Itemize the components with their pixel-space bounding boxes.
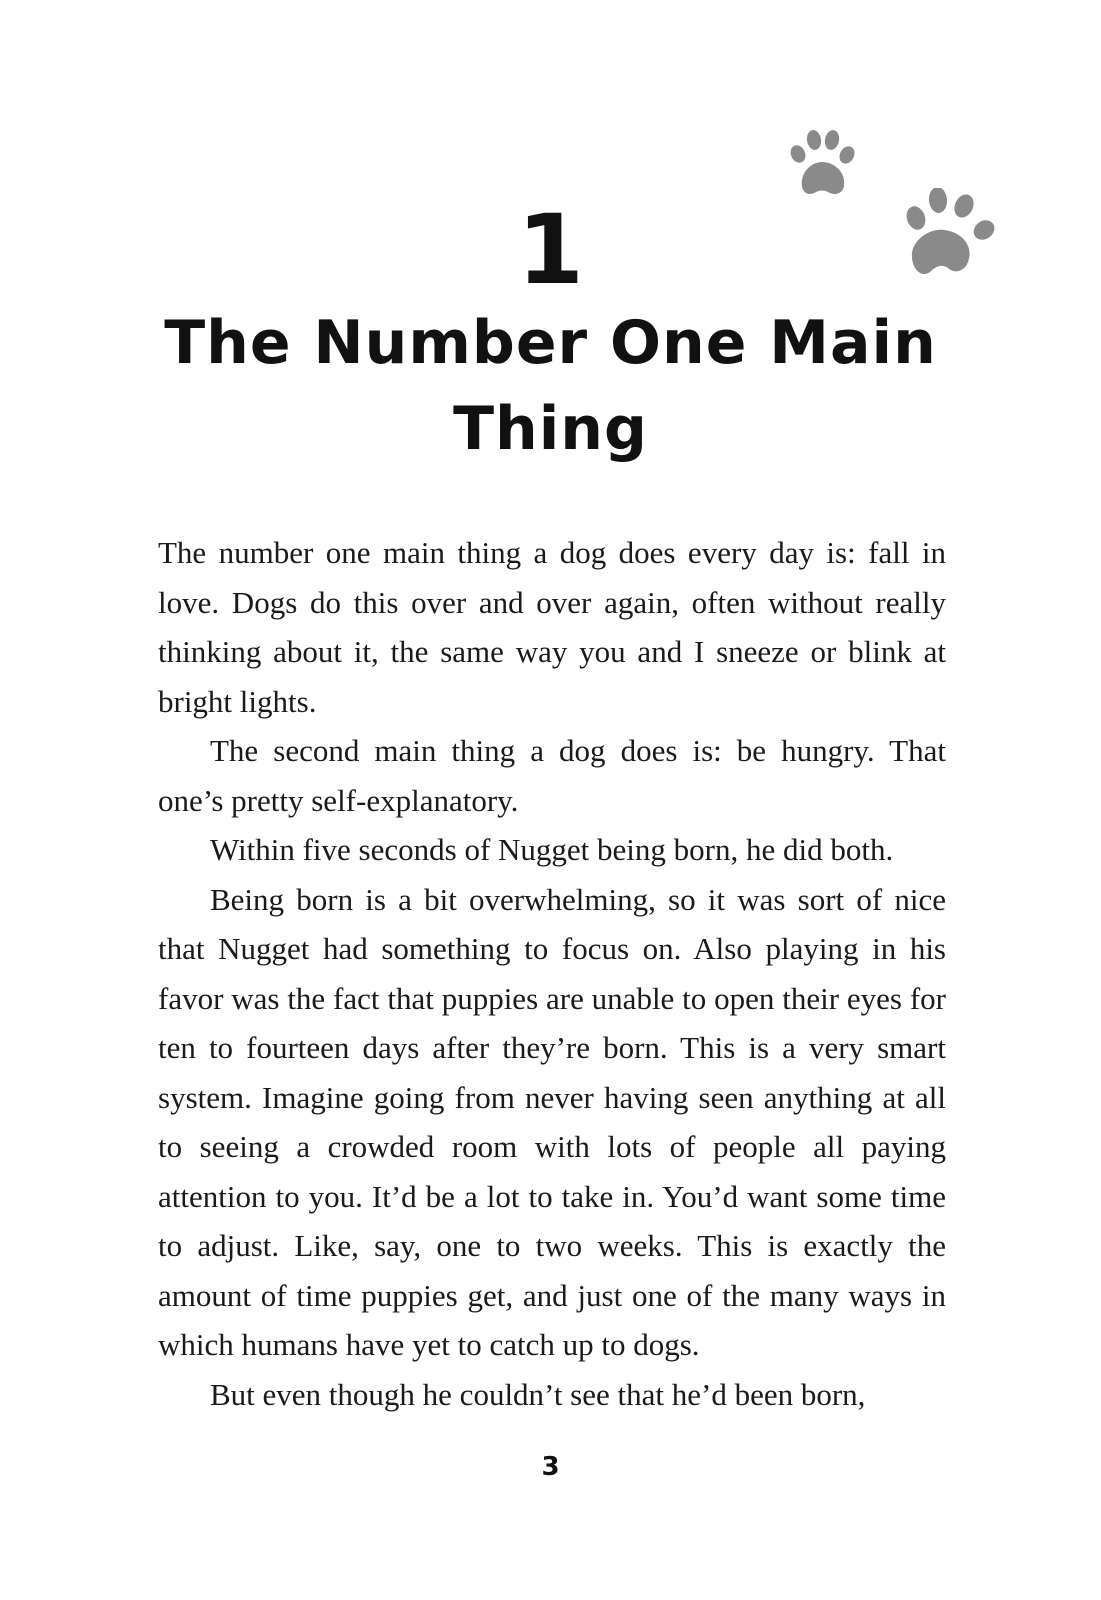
paragraph: The second main thing a dog does is: be hungry. That one’s pretty self-explanatory. [158,733,946,818]
chapter-body [158,528,946,1419]
page-number: 3 [541,1452,560,1482]
chapter-number: 1 [517,194,584,306]
chapter-title: The Number One Main Thing [164,308,937,464]
paragraph: But even though he couldn’t see that he’d been born, [210,1376,866,1412]
paragraph: Within five seconds of Nugget being born, he did both. [210,832,894,867]
paragraph: Being born is a bit overwhelming, so it was sort of nice that Nugget had something to focus on. Also playing in his favor was the fact that puppies are unable to open their eyes for ten to fourteen days after they’re born. This is a very smart system. Imagine going from never having seen anything at all to seeing a crowded room with lots of people all paying attention to you. It’d be a lot to take in. You’d want some time to adjust. Like, say, one to two weeks. This is exactly the amount of time puppies get, and just one of the many ways in which humans have yet to catch up to dogs. [158,881,946,1362]
paragraph: The number one main thing a dog does every day is: fall in love. Dogs do this over and over again, often without really thinking about it, the same way you and I sneeze or blink at bright lights. [158,535,946,719]
